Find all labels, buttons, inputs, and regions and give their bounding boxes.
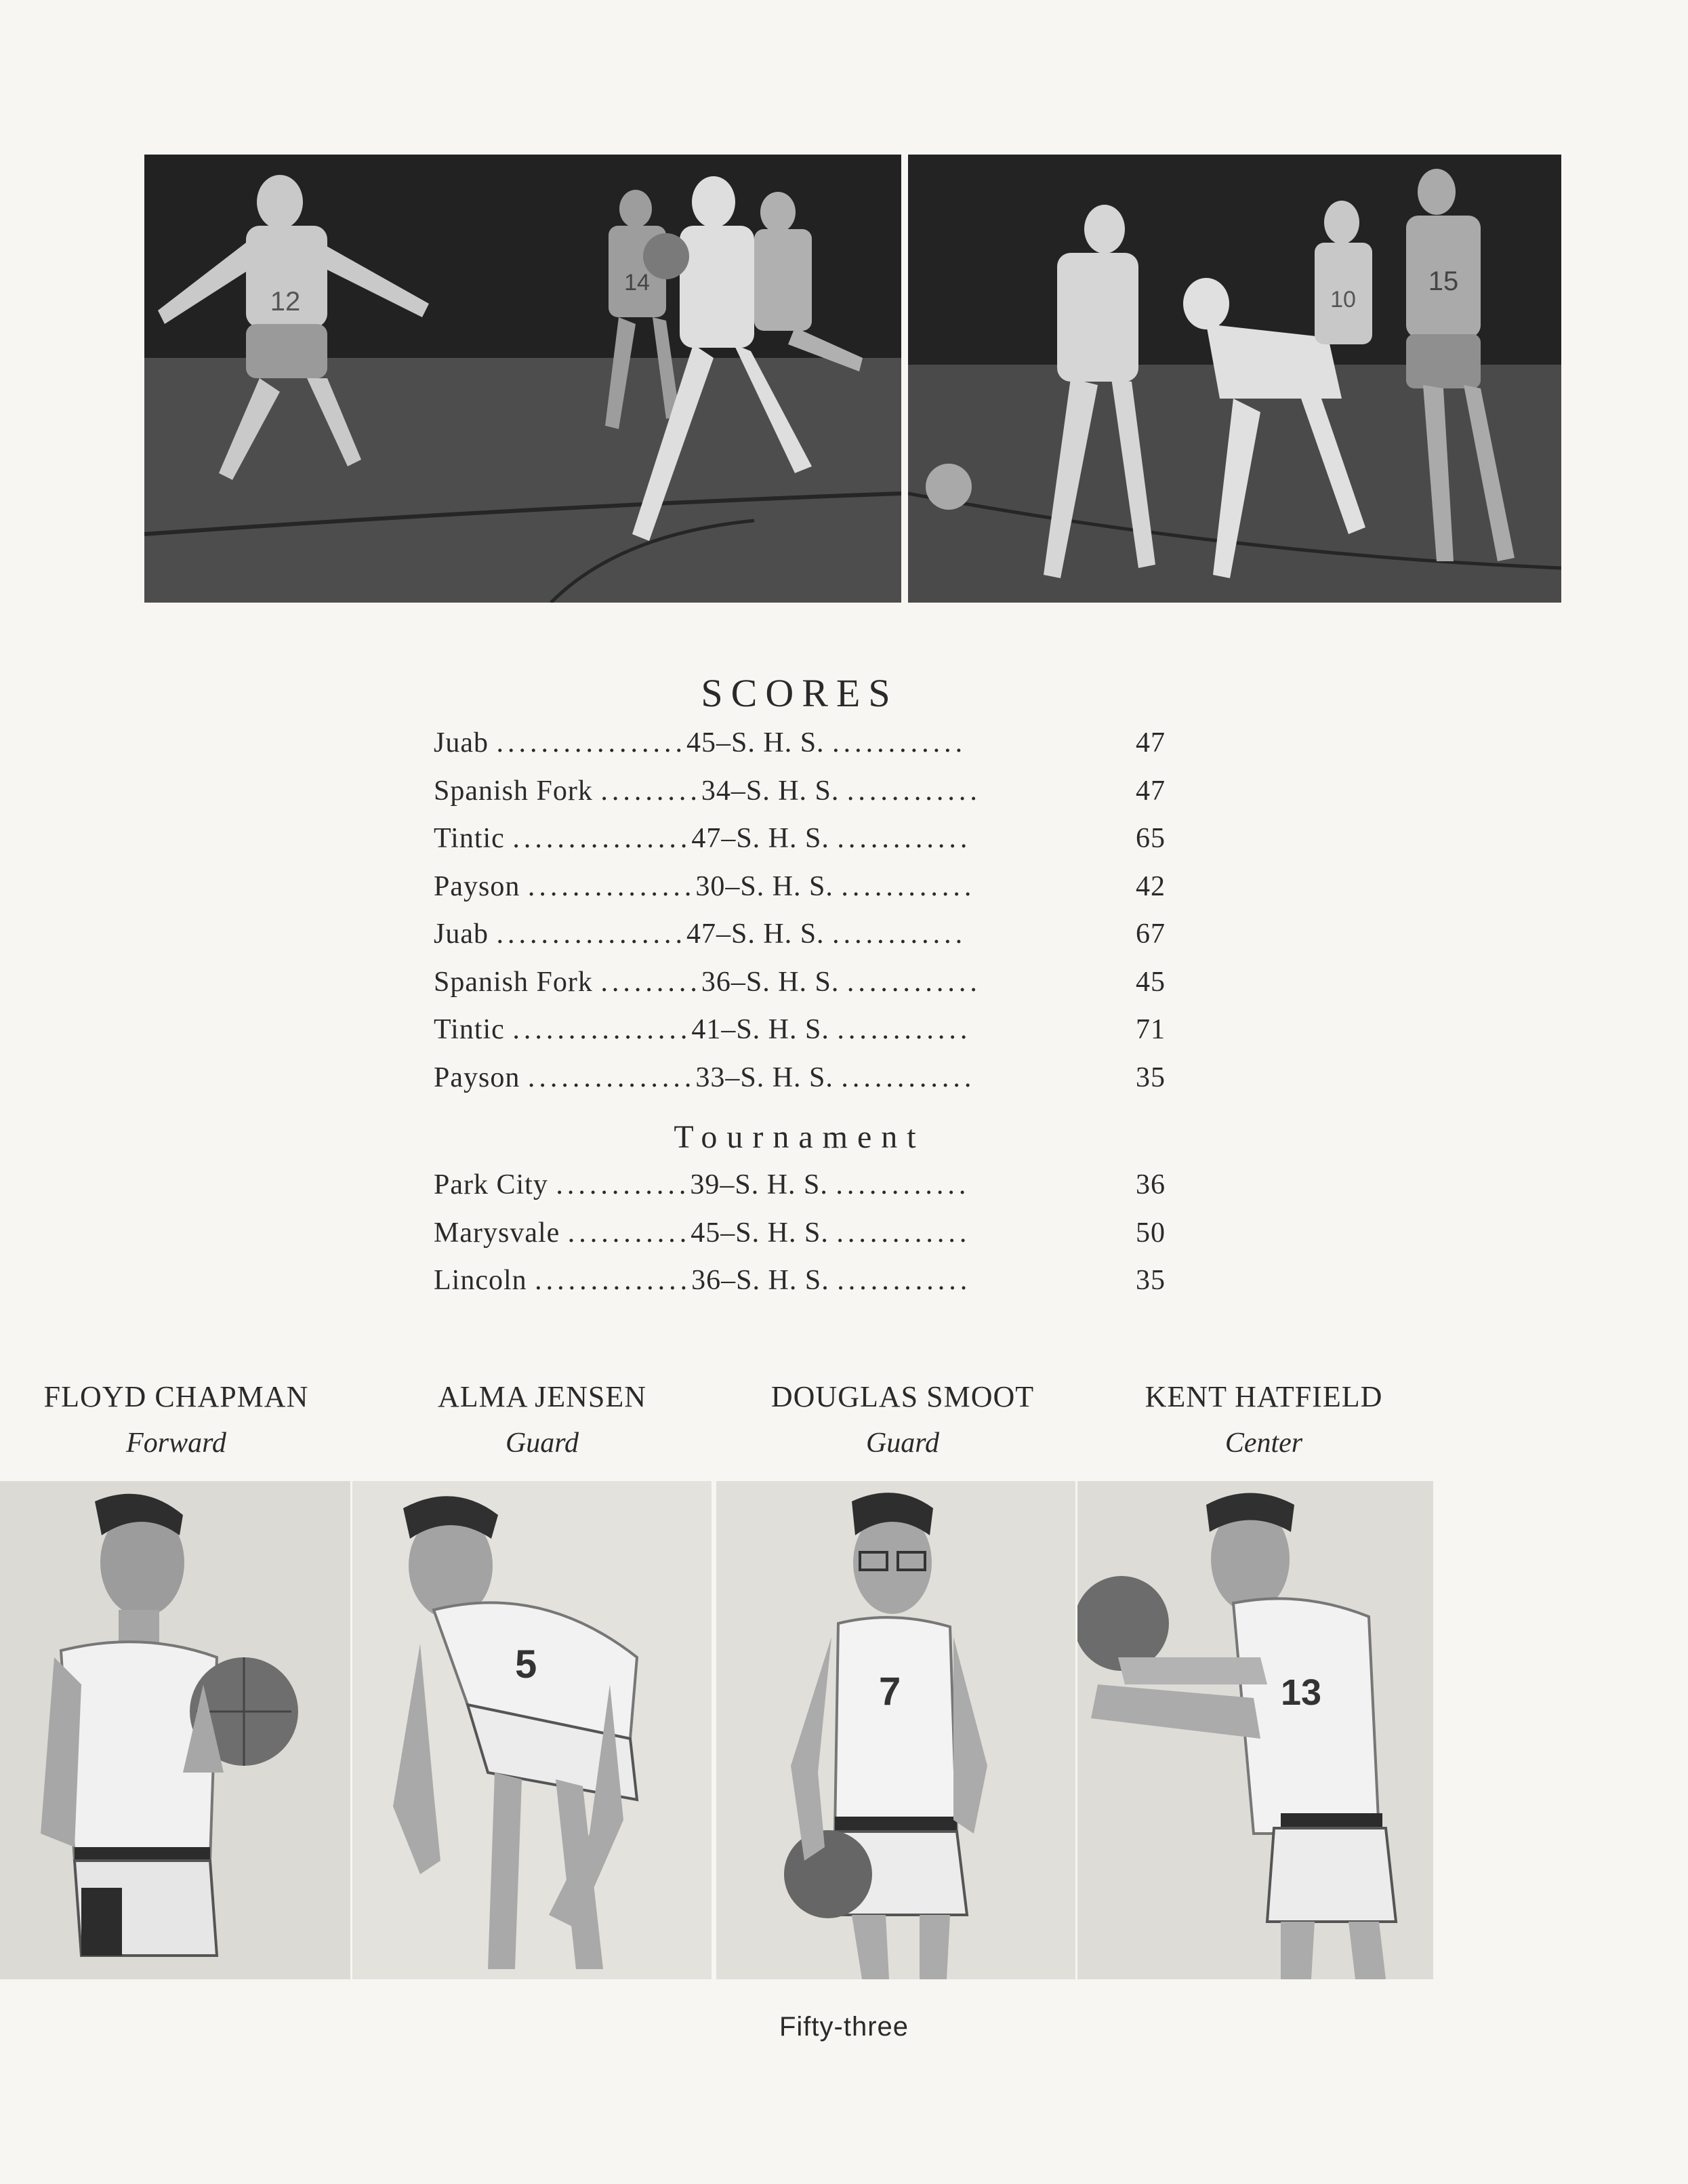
player-portrait-2 [352,1481,712,1979]
school-score: 35 [1136,1265,1166,1296]
dot-leader: ............ [832,727,967,759]
dot-leader: ............ [841,1061,976,1093]
school-score: 50 [1136,1217,1166,1249]
school-score: 45 [1136,966,1166,998]
school-score: 35 [1136,1061,1166,1093]
game-action-image-left [144,155,901,603]
opponent-score: 47 [686,918,716,950]
dot-leader: ......... [600,775,701,807]
player-name-3: DOUGLAS SMOOT [770,1380,1035,1413]
school-label: –S. H. S. [730,966,840,998]
dot-leader: ............ [841,870,976,902]
school-score: 36 [1136,1169,1166,1200]
game-action-image-right [908,155,1561,603]
school-label: –S. H. S. [720,1169,828,1200]
dot-leader: ............... [527,1061,696,1093]
player-position-1: Forward [126,1428,226,1459]
player-name-2: ALMA JENSEN [437,1380,647,1413]
school-label: –S. H. S. [716,918,825,950]
school-label: –S. H. S. [725,1061,833,1093]
action-photo-right [908,155,1561,603]
opponent-name: Payson [434,1061,520,1093]
opponent-score: 30 [695,870,726,902]
season-scores-list [434,719,1166,1101]
player-position-3: Guard [865,1428,940,1459]
opponent-name: Park City [434,1169,548,1200]
opponent-score: 33 [695,1061,726,1093]
opponent-name: Spanish Fork [434,775,593,807]
opponent-score: 36 [701,966,731,998]
score-row [434,910,1166,958]
score-row [434,1161,1166,1209]
dot-leader: .............. [535,1265,692,1296]
dot-leader: ............ [837,1265,972,1296]
dot-leader: ............ [837,823,972,854]
dot-leader: ............... [527,870,696,902]
jersey-number-left-2: 14 [624,270,650,296]
player-portrait-1 [0,1481,350,1979]
score-row [434,1054,1166,1102]
school-score: 71 [1136,1014,1166,1045]
school-score: 42 [1136,870,1166,902]
school-label: –S. H. S. [720,1217,829,1249]
dot-leader: ................ [512,823,692,854]
opponent-score: 36 [691,1265,722,1296]
score-row [434,1209,1166,1257]
dot-leader: ............ [846,775,981,807]
dot-leader: ............ [837,1014,972,1045]
opponent-name: Spanish Fork [434,966,593,998]
score-row [434,767,1166,815]
player-position-2: Guard [505,1428,579,1459]
school-score: 47 [1136,727,1166,759]
dot-leader: ............ [846,966,981,998]
page-number: Fifty-three [779,2012,909,2042]
player-position-4: Center [1224,1428,1303,1459]
dot-leader: ................. [496,918,686,950]
opponent-name: Lincoln [434,1265,527,1296]
dot-leader: ................ [512,1014,692,1045]
dot-leader: ............ [832,918,967,950]
portrait-image-3 [716,1481,1075,1979]
score-row [434,1257,1166,1305]
opponent-score: 39 [690,1169,720,1200]
school-label: –S. H. S. [725,870,833,902]
school-label: –S. H. S. [730,775,840,807]
portrait-image-1 [0,1481,350,1979]
score-row [434,1006,1166,1054]
jersey-number-right-1: 10 [1330,287,1356,312]
score-row [434,815,1166,863]
school-label: –S. H. S. [716,727,825,759]
opponent-name: Marysvale [434,1217,560,1249]
school-score: 65 [1136,823,1166,854]
scores-heading: SCORES [701,671,899,715]
score-row [434,958,1166,1007]
dot-leader: ................. [496,727,686,759]
portrait-jersey-number-4: 13 [1281,1672,1322,1713]
action-photo-left [144,155,901,603]
opponent-name: Juab [434,918,489,950]
player-name-4: KENT HATFIELD [1145,1380,1383,1413]
player-name-1: FLOYD CHAPMAN [43,1380,309,1413]
opponent-name: Tintic [434,823,505,854]
tournament-heading: Tournament [674,1119,926,1155]
dot-leader: ............ [836,1169,970,1200]
portrait-jersey-number-3: 7 [879,1670,901,1714]
score-row [434,719,1166,767]
player-portrait-4 [1077,1481,1433,1979]
scores-section [434,668,1166,1305]
tournament-scores-list [434,1161,1166,1305]
opponent-score: 45 [686,727,716,759]
portrait-image-2 [352,1481,712,1979]
school-label: –S. H. S. [721,1014,829,1045]
school-score: 67 [1136,918,1166,950]
opponent-score: 41 [691,1014,722,1045]
dot-leader: ........... [567,1217,691,1249]
jersey-number-left-1: 12 [270,287,301,317]
opponent-name: Tintic [434,1014,505,1045]
school-label: –S. H. S. [721,823,829,854]
opponent-score: 47 [691,823,722,854]
score-row [434,863,1166,911]
school-score: 47 [1136,775,1166,807]
portrait-image-4 [1077,1481,1433,1979]
dot-leader: ............ [556,1169,691,1200]
dot-leader: ......... [600,966,701,998]
opponent-name: Juab [434,727,489,759]
opponent-name: Payson [434,870,520,902]
jersey-number-right-2: 15 [1428,266,1459,296]
opponent-score: 34 [701,775,731,807]
opponent-score: 45 [691,1217,721,1249]
portrait-jersey-number-2: 5 [515,1642,537,1686]
player-portrait-3 [716,1481,1075,1979]
dot-leader: ............ [836,1217,971,1249]
school-label: –S. H. S. [721,1265,829,1296]
